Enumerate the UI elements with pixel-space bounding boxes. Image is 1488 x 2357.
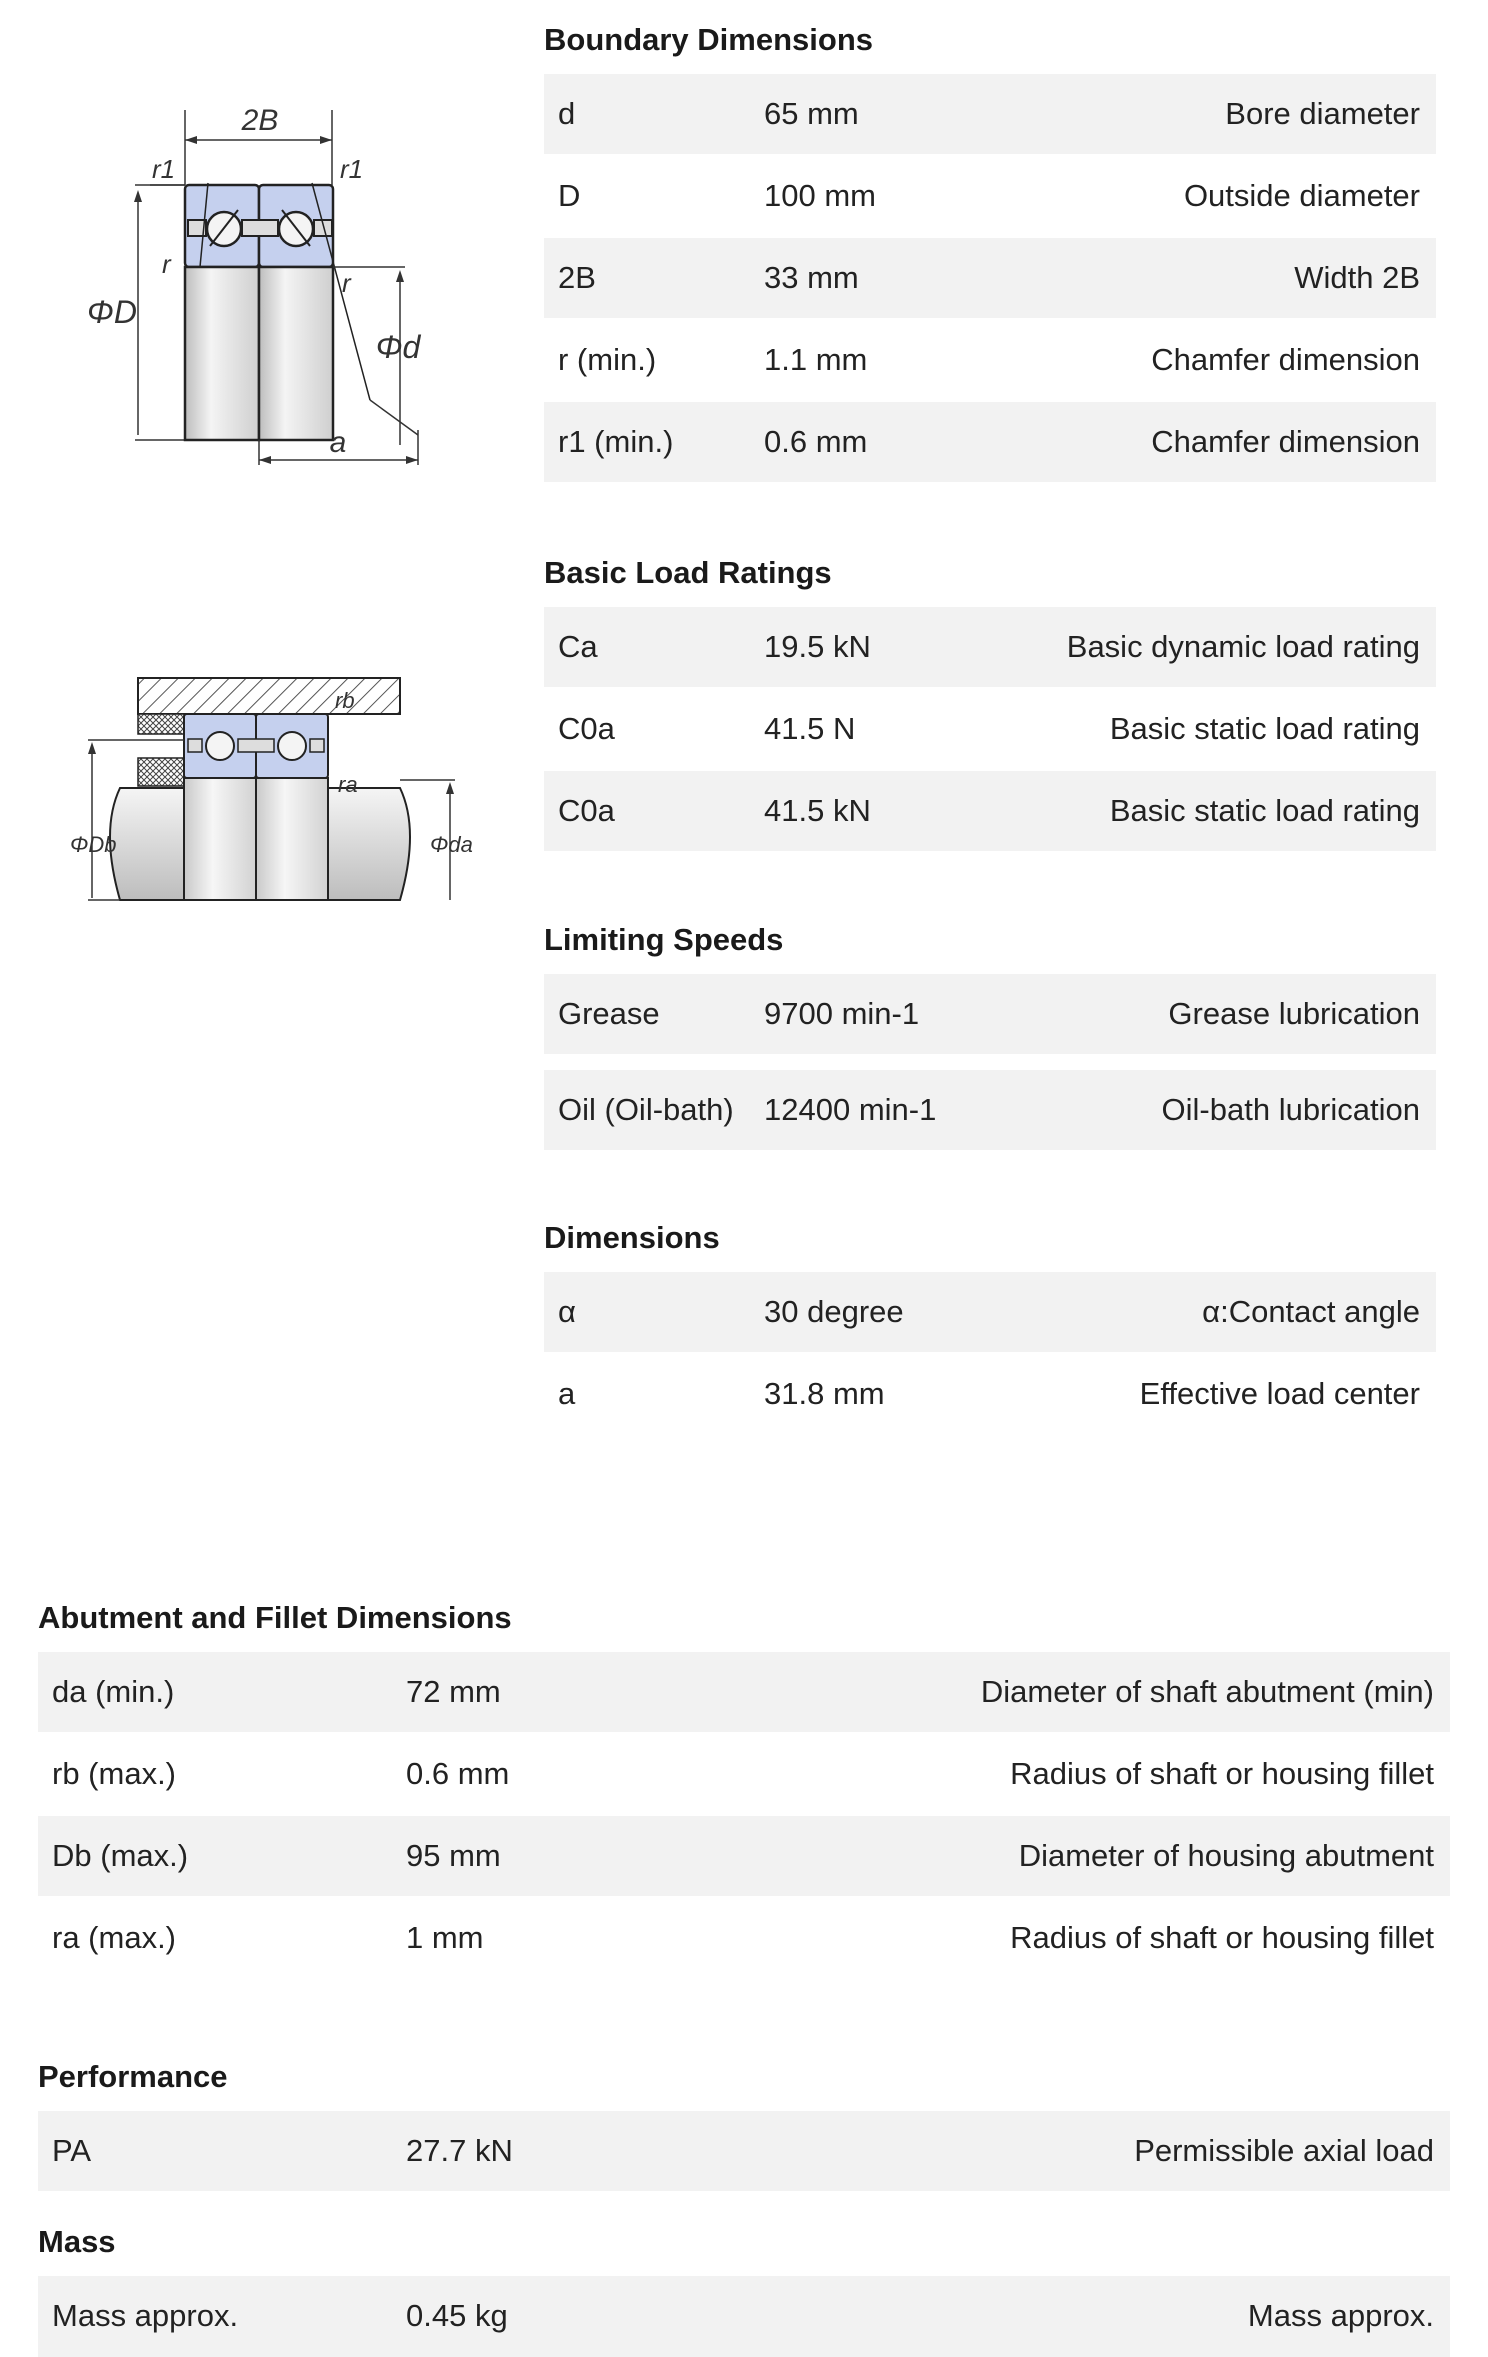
table-row	[544, 974, 1436, 1054]
row-symbol: d	[558, 96, 576, 131]
row-value: 0.6 mm	[406, 1756, 510, 1791]
row-symbol: r (min.)	[558, 342, 657, 377]
row-value: 41.5 kN	[764, 793, 871, 828]
label-rb: rb	[335, 688, 355, 713]
row-description: Oil-bath lubrication	[1161, 1092, 1420, 1127]
row-description: Radius of shaft or housing fillet	[1010, 1756, 1434, 1791]
label-shaft-diameter: Φda	[430, 832, 473, 857]
label-bore-diameter: Φd	[375, 329, 421, 365]
row-value: 65 mm	[764, 96, 859, 131]
table-row	[544, 607, 1436, 687]
table-row	[38, 2276, 1450, 2357]
row-symbol: Ca	[558, 629, 598, 664]
row-symbol: Mass approx.	[52, 2298, 239, 2333]
row-value: 95 mm	[406, 1838, 501, 1873]
dimensions-title: Dimensions	[544, 1220, 720, 1255]
table-row	[544, 1056, 1436, 1070]
row-symbol: rb (max.)	[52, 1756, 176, 1791]
row-description: Basic static load rating	[1109, 711, 1420, 746]
mass-title: Mass	[38, 2224, 116, 2259]
table-row	[38, 2111, 1450, 2191]
row-value: 30 degree	[764, 1294, 904, 1329]
row-description: Mass approx.	[1247, 2298, 1434, 2333]
row-description: Diameter of shaft abutment (min)	[980, 1674, 1434, 1709]
table-row	[544, 689, 1436, 769]
row-description: Diameter of housing abutment	[1018, 1838, 1434, 1873]
label-housing-diameter: ΦDb	[70, 832, 117, 857]
row-symbol: a	[558, 1376, 576, 1411]
performance-title: Performance	[38, 2059, 228, 2094]
table-row	[38, 1816, 1450, 1896]
abutment-fillet-title: Abutment and Fillet Dimensions	[38, 1600, 512, 1635]
label-outer-diameter: ΦD	[87, 294, 137, 330]
table-row	[544, 402, 1436, 482]
row-value: 1.1 mm	[764, 342, 868, 377]
row-description: Outside diameter	[1183, 178, 1420, 213]
row-symbol: α	[558, 1294, 576, 1329]
row-symbol: 2B	[558, 260, 596, 295]
label-r-right: r	[342, 268, 351, 298]
row-symbol: PA	[52, 2133, 92, 2168]
label-ra: ra	[338, 772, 358, 797]
row-value: 12400 min-1	[764, 1092, 937, 1127]
boundary-dimensions-title: Boundary Dimensions	[544, 22, 873, 57]
table-row	[544, 238, 1436, 318]
label-r-left: r	[162, 249, 171, 279]
table-row	[38, 1898, 1450, 1978]
row-description: Chamfer dimension	[1151, 342, 1420, 377]
row-value: 19.5 kN	[764, 629, 871, 664]
row-description: Permissible axial load	[1134, 2133, 1434, 2168]
label-2B: 2B	[241, 104, 279, 137]
row-value: 9700 min-1	[764, 996, 920, 1031]
basic-load-ratings-title: Basic Load Ratings	[544, 555, 832, 590]
row-value: 33 mm	[764, 260, 859, 295]
row-value: 31.8 mm	[764, 1376, 885, 1411]
label-a: a	[329, 426, 347, 459]
table-row	[38, 1652, 1450, 1732]
limiting-speeds-title: Limiting Speeds	[544, 922, 784, 957]
row-description: Chamfer dimension	[1151, 424, 1420, 459]
row-value: 100 mm	[764, 178, 876, 213]
label-r1-right: r1	[340, 154, 364, 184]
row-value: 27.7 kN	[406, 2133, 513, 2168]
row-symbol: da (min.)	[52, 1674, 175, 1709]
row-value: 0.6 mm	[764, 424, 868, 459]
row-symbol: ra (max.)	[52, 1920, 176, 1955]
bearing-cross-section-diagram	[70, 90, 470, 490]
row-value: 41.5 N	[764, 711, 856, 746]
table-row	[544, 74, 1436, 154]
row-value: 1 mm	[406, 1920, 484, 1955]
table-row	[544, 156, 1436, 236]
table-row	[544, 1272, 1436, 1352]
table-row	[38, 1734, 1450, 1814]
label-r1-left: r1	[152, 154, 176, 184]
row-description: α:Contact angle	[1202, 1294, 1420, 1329]
row-description: Grease lubrication	[1168, 996, 1420, 1031]
row-symbol: C0a	[558, 711, 615, 746]
row-symbol: r1 (min.)	[558, 424, 674, 459]
row-description: Basic dynamic load rating	[1066, 629, 1420, 664]
table-row	[544, 1354, 1436, 1434]
table-row	[544, 771, 1436, 851]
row-description: Radius of shaft or housing fillet	[1010, 1920, 1434, 1955]
row-value: 72 mm	[406, 1674, 501, 1709]
row-description: Basic static load rating	[1109, 793, 1420, 828]
table-row	[544, 320, 1436, 400]
row-description: Effective load center	[1139, 1376, 1420, 1411]
table-row	[544, 1070, 1436, 1150]
row-value: 0.45 kg	[406, 2298, 508, 2333]
row-description: Bore diameter	[1225, 96, 1420, 131]
row-description: Width 2B	[1294, 260, 1420, 295]
row-symbol: Oil (Oil-bath)	[558, 1092, 734, 1127]
row-symbol: D	[558, 178, 581, 213]
row-symbol: Db (max.)	[52, 1838, 189, 1873]
bearing-mounting-diagram	[60, 660, 480, 920]
row-symbol: Grease	[558, 996, 660, 1031]
row-symbol: C0a	[558, 793, 615, 828]
